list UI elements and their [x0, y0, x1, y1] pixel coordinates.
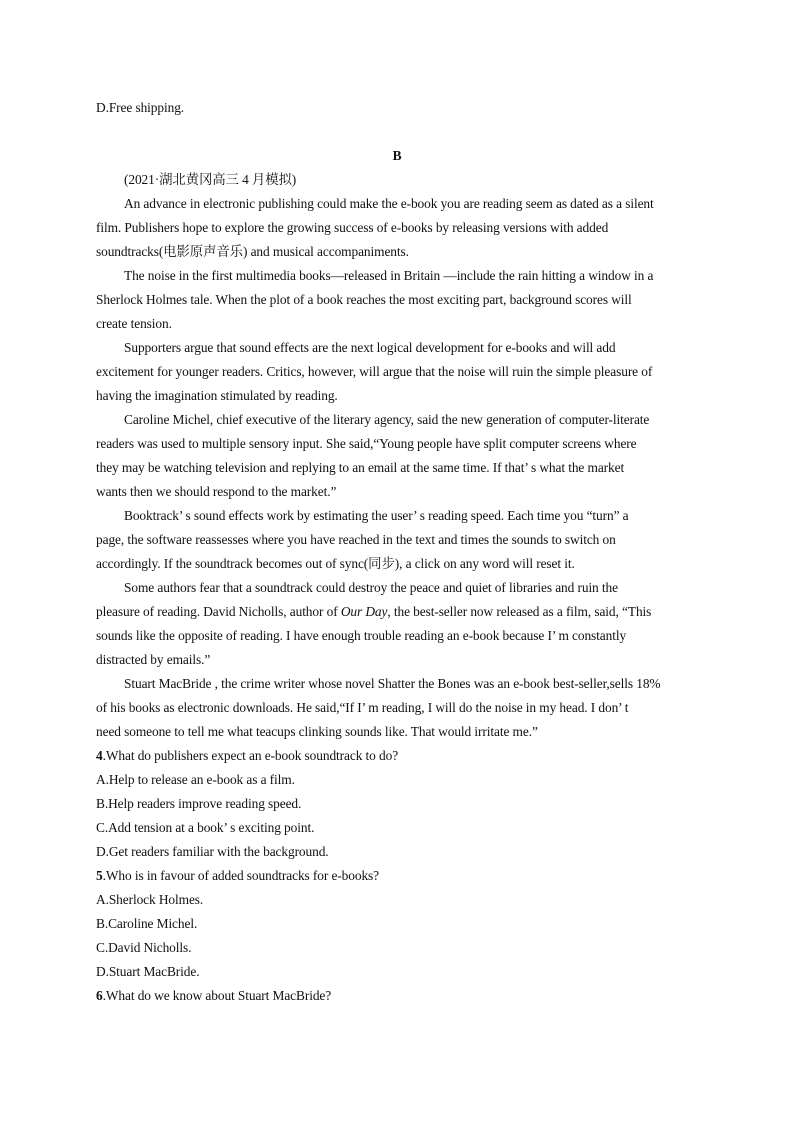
passage-line: Sherlock Holmes tale. When the plot of a book reaches the most exciting part, background scores will: [96, 292, 632, 307]
passage-line: they may be watching television and replying to an email at the same time. If that’ s what the market: [96, 460, 625, 475]
passage-line: having the imagination stimulated by reading.: [96, 388, 338, 403]
passage-line: excitement for younger readers. Critics, however, will argue that the noise will ruin the simple pleasure of: [96, 364, 653, 379]
passage-line: readers was used to multiple sensory input. She said,“Young people have split computer screens where: [96, 436, 637, 451]
passage-line: wants then we should respond to the market.”: [96, 484, 337, 499]
passage-line: soundtracks(电影原声音乐) and musical accompaniments.: [96, 244, 409, 259]
passage-line: create tension.: [96, 316, 172, 331]
passage-line: page, the software reassesses where you have reached in the text and times the sounds to switch on: [96, 532, 616, 547]
option-d: D.Stuart MacBride.: [96, 964, 200, 979]
passage-line: distracted by emails.”: [96, 652, 211, 667]
passage-line: need someone to tell me what teacups clinking sounds like. That would irritate me.”: [96, 724, 538, 739]
passage-line: Supporters argue that sound effects are the next logical development for e-books and will add: [124, 340, 616, 355]
option-b: B.Caroline Michel.: [96, 916, 198, 931]
question-number: 4: [96, 748, 103, 763]
passage-line: film. Publishers hope to explore the growing success of e-books by releasing versions with added: [96, 220, 609, 235]
passage-line: [96, 604, 651, 620]
option-d: D.Get readers familiar with the background.: [96, 844, 329, 859]
question-number: 6: [96, 988, 103, 1003]
question-4: [96, 748, 398, 764]
option-b: B.Help readers improve reading speed.: [96, 796, 302, 811]
previous-option-d: D.Free shipping.: [96, 100, 185, 115]
passage-line: sounds like the opposite of reading. I have enough trouble reading an e-book because I’ m constantly: [96, 628, 627, 643]
option-a: A.Sherlock Holmes.: [96, 892, 204, 907]
passage-line: Stuart MacBride , the crime writer whose novel Shatter the Bones was an e-book best-seller,sells 18%: [124, 676, 661, 691]
question-number: 5: [96, 868, 103, 883]
passage-line: accordingly. If the soundtrack becomes out of sync(同步), a click on any word will reset it.: [96, 556, 575, 571]
section-heading: B: [392, 148, 402, 163]
passage-text: pleasure of reading. David Nicholls, author of: [96, 604, 341, 619]
question-6: [96, 988, 331, 1004]
passage-line: An advance in electronic publishing could make the e-book you are reading seem as dated as a silent: [124, 196, 654, 211]
option-c: C.David Nicholls.: [96, 940, 192, 955]
book-title: Our Day: [340, 604, 388, 619]
passage-line: Some authors fear that a soundtrack could destroy the peace and quiet of libraries and ruin the: [124, 580, 618, 595]
source-note: (2021·湖北黄冈高三 4 月模拟): [124, 172, 297, 187]
option-c: C.Add tension at a book’ s exciting point.: [96, 820, 315, 835]
question-text: .What do we know about Stuart MacBride?: [102, 988, 332, 1003]
passage-line: The noise in the first multimedia books—released in Britain —include the rain hitting a window in a: [124, 268, 654, 283]
option-a: A.Help to release an e-book as a film.: [96, 772, 295, 787]
question-5: [96, 868, 379, 884]
passage-line: Caroline Michel, chief executive of the literary agency, said the new generation of computer-literate: [124, 412, 650, 427]
passage-line: Booktrack’ s sound effects work by estimating the user’ s reading speed. Each time you “turn” a: [124, 508, 629, 523]
question-text: .What do publishers expect an e-book soundtrack to do?: [102, 748, 399, 763]
question-text: .Who is in favour of added soundtracks for e-books?: [102, 868, 380, 883]
passage-text: , the best-seller now released as a film, said, “This: [387, 604, 652, 619]
passage-line: of his books as electronic downloads. He said,“If I’ m reading, I will do the noise in my head. I don’ t: [96, 700, 629, 715]
